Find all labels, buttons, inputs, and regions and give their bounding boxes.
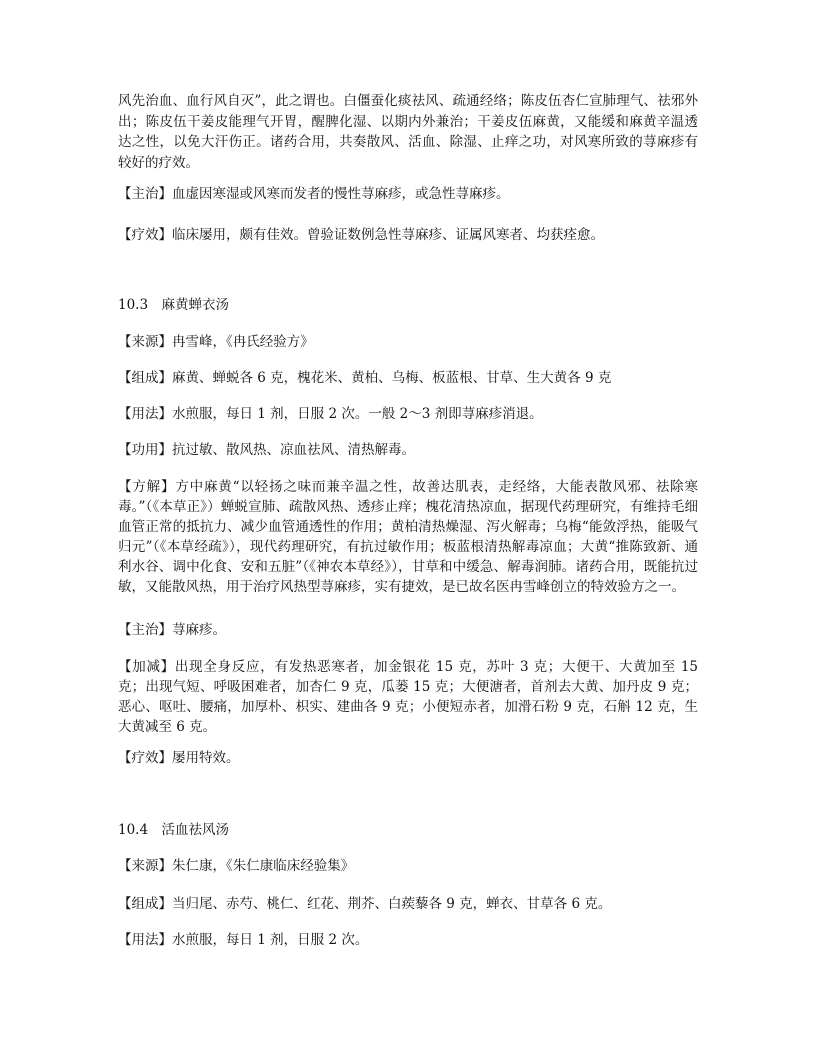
analysis-label: 【方解】 — [118, 479, 176, 495]
s3-usage: 【用法】水煎服，每日 1 剂，日服 2 次。一般 2～3 剂即荨麻疹消退。 — [118, 406, 543, 422]
modifications-label: 【加减】 — [118, 659, 175, 675]
s3-efficacy: 【疗效】屡用特效。 — [118, 750, 240, 766]
usage-label: 【用法】 — [118, 932, 172, 948]
s4-usage: 【用法】水煎服，每日 1 剂，日服 2 次。 — [118, 932, 369, 948]
prev-indications: 【主治】血虚因寒湿或风寒而发者的慢性荨麻疹，或急性荨麻疹。 — [118, 186, 510, 202]
s4-source: 【来源】朱仁康，《朱仁康临床经验集》 — [118, 858, 355, 874]
composition-label: 【组成】 — [118, 370, 172, 386]
section-heading-10-3: 10.3 麻黄蝉衣汤 — [118, 297, 230, 313]
s3-source: 【来源】冉雪峰，《冉氏经验方》 — [118, 334, 314, 350]
source-label: 【来源】 — [118, 334, 172, 350]
s3-composition: 【组成】麻黄、蝉蜕各 6 克，槐花米、黄柏、乌梅、板蓝根、甘草、生大黄各 9 克 — [118, 370, 612, 386]
s3-indications: 【主治】荨麻疹。 — [118, 622, 226, 638]
efficacy-label: 【疗效】 — [118, 750, 172, 766]
s3-analysis: 【方解】方中麻黄“以轻扬之味而兼辛温之性，故善达肌表，走经络，大能表散风邪、祛除寒毒。”（《本草正》）蝉蜕宣肺、疏散风热、透疹止痒；槐花清热凉血，据现代药理研究，有维持毛细血管正常的抵抗力、减少血管通透性的作用；黄柏清热燥湿、泻火解毒；乌梅“能敛浮热，能吸气归元”（《本草经疏》），现代药理研究，有抗过敏作用；板蓝根清热解毒凉血；大黄“推陈致新、通利水谷、调中化食、安和五脏”（《神农本草经》），甘草和中缓急、解毒润肺。诸药合用，既能抗过敏，又能散风热，用于治疗风热型荨麻疹，实有捷效，是已故名医冉雪峰创立的特效验方之一。 — [118, 479, 698, 595]
source-label: 【来源】 — [118, 858, 172, 874]
s3-function: 【功用】抗过敏、散风热、凉血祛风、清热解毒。 — [118, 442, 415, 458]
indications-label: 【主治】 — [118, 622, 172, 638]
efficacy-label: 【疗效】 — [118, 227, 172, 243]
indications-label: 【主治】 — [118, 186, 172, 202]
prev-efficacy: 【疗效】临床屡用，颇有佳效。曾验证数例急性荨麻疹、证属风寒者、均获痊愈。 — [118, 227, 604, 243]
function-label: 【功用】 — [118, 442, 172, 458]
s4-composition: 【组成】当归尾、赤芍、桃仁、红花、荆芥、白蒺藜各 9 克，蝉衣、甘草各 6 克。 — [118, 896, 612, 912]
section-heading-10-4: 10.4 活血祛风汤 — [118, 822, 230, 838]
usage-label: 【用法】 — [118, 406, 172, 422]
s3-modifications: 【加减】出现全身反应，有发热恶寒者，加金银花 15 克，苏叶 3 克；大便干、大黄加至 15 克；出现气短、呼吸困难者，加杏仁 9 克，瓜蒌 15 克；大便溏者，首剂去大黄、加丹皮 9 克；恶心、呕吐、腰痛，加厚朴、枳实、建曲各 9 克；小便短赤者，加滑石粉 9 克，石斛 12 克，生大黄减至 6 克。 — [118, 659, 698, 735]
intro-paragraph: 风先治血、血行风自灭”，此之谓也。白僵蚕化痰祛风、疏通经络；陈皮伍杏仁宣肺理气、祛邪外出；陈皮伍干姜皮能理气开胃，醒脾化湿、以期内外兼治；干姜皮伍麻黄，又能缓和麻黄辛温透达之性，以免大汗伤正。诸药合用，共奏散风、活血、除湿、止痒之功，对风寒所致的荨麻疹有较好的疗效。 — [118, 93, 698, 171]
composition-label: 【组成】 — [118, 896, 172, 912]
